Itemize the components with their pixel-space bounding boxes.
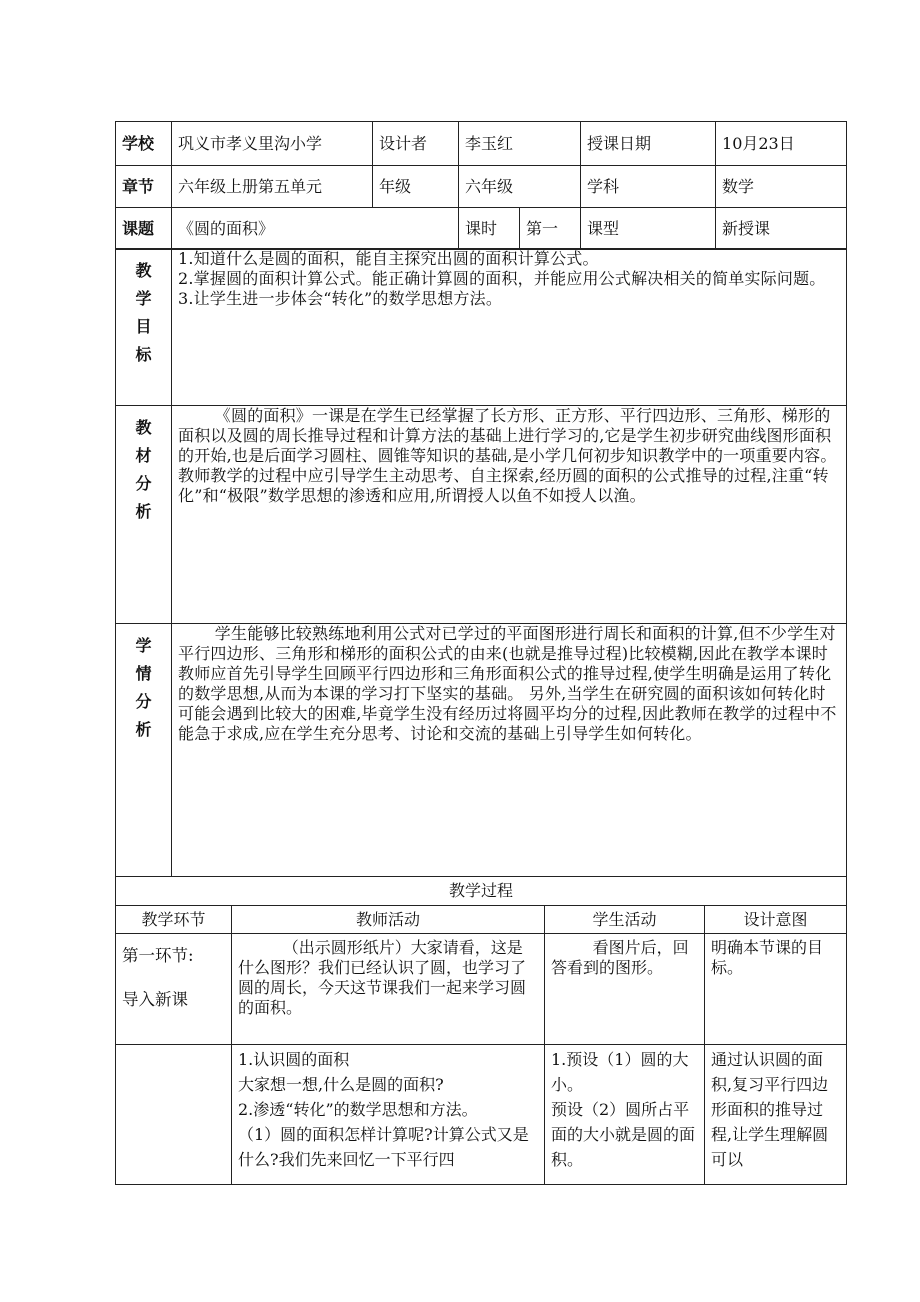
materials-label: 教 材 分 析 (116, 406, 172, 624)
period-label: 课时 (459, 208, 520, 250)
designer-label: 设计者 (373, 122, 459, 166)
intent-cell: 明确本节课的目标。 (705, 934, 847, 1045)
teacher-cell: 1.认识圆的面积 大家想一想,什么是圆的面积? 2.渗透“转化”的数学思想和方法。 （1）圆的面积怎样计算呢?计算公式又是什么?我们先来回忆一下平行四 (232, 1045, 545, 1185)
objective-item: 3.让学生进一步体会“转化”的数学思想方法。 (178, 289, 503, 308)
school-value: 巩义市孝义里沟小学 (172, 122, 373, 166)
chapter-label: 章节 (116, 166, 172, 208)
header-table (115, 121, 847, 250)
date-value: 10月23日 (716, 122, 847, 166)
school-label: 学校 (116, 122, 172, 166)
subject-label: 学科 (581, 166, 716, 208)
student-cell: 看图片后，回答看到的图形。 (545, 934, 705, 1045)
col-stage: 教学环节 (116, 906, 232, 934)
process-table (115, 876, 847, 1185)
col-teacher: 教师活动 (232, 906, 545, 934)
type-value: 新授课 (716, 208, 847, 250)
students-text: 学生能够比较熟练地利用公式对已学过的平面图形进行周长和面积的计算,但不少学生对平行四边形、三角形和梯形的面积公式的由来(也就是推导过程)比较模糊,因此在教学本课时教师应首先引导学生回顾平行四边形和三角形面积公式的推导过程,使学生明确是运用了转化的数学思想,从而为本课的学习打下坚实的基础。 另外,当学生在研究圆的面积该如何转化时可能会遇到比较大的困难,毕竟学生没有经历过将圆平均分的过程,因此教师在教学的过程中不能急于求成,应在学生充分思考、讨论和交流的基础上引导学生如何转化。 (178, 624, 837, 743)
designer-value: 李玉红 (459, 122, 581, 166)
materials-content (172, 406, 847, 624)
students-label: 学 情 分 析 (116, 624, 172, 877)
subject-value: 数学 (716, 166, 847, 208)
period-value: 第一 (520, 208, 581, 250)
chapter-value: 六年级上册第五单元 (172, 166, 373, 208)
materials-text: 《圆的面积》一课是在学生已经掌握了长方形、正方形、平行四边形、三角形、梯形的面积以及圆的周长推导过程和计算方法的基础上进行学习的,它是学生初步研究曲线图形面积的开始,也是后面学习圆柱、圆锥等知识的基础,是小学几何初步知识教学中的一项重要内容。教师教学的过程中应引导学生主动思考、自主探索,经历圆的面积的公式推导的过程,注重“转化”和“极限”数学思想的渗透和应用,所谓授人以鱼不如授人以渔。 (178, 406, 837, 505)
col-intent: 设计意图 (705, 906, 847, 934)
stage-cell: 第一环节: 导入新课 (116, 934, 232, 1045)
objectives-label: 教 学 目 标 (116, 249, 172, 406)
topic-label: 课题 (116, 208, 172, 250)
objective-item: 2.掌握圆的面积计算公式。能正确计算圆的面积，并能应用公式解决相关的简单实际问题。 (178, 269, 826, 288)
process-title: 教学过程 (116, 877, 847, 906)
date-label: 授课日期 (581, 122, 716, 166)
objective-item: 1.知道什么是圆的面积，能自主探究出圆的面积计算公式。 (178, 249, 599, 268)
grade-value: 六年级 (459, 166, 581, 208)
grade-label: 年级 (373, 166, 459, 208)
col-student: 学生活动 (545, 906, 705, 934)
teacher-cell: （出示圆形纸片）大家请看，这是什么图形？我们已经认识了圆，也学习了圆的周长，今天这节课我们一起来学习圆的面积。 (232, 934, 545, 1045)
stage-cell (116, 1045, 232, 1185)
students-content (172, 624, 847, 877)
student-cell: 1.预设（1）圆的大小。 预设（2）圆所占平面的大小就是圆的面积。 (545, 1045, 705, 1185)
intent-cell: 通过认识圆的面积,复习平行四边形面积的推导过程,让学生理解圆可以 (705, 1045, 847, 1185)
topic-value: 《圆的面积》 (172, 208, 459, 250)
objectives-content (172, 249, 847, 406)
analysis-table (115, 248, 847, 877)
type-label: 课型 (581, 208, 716, 250)
